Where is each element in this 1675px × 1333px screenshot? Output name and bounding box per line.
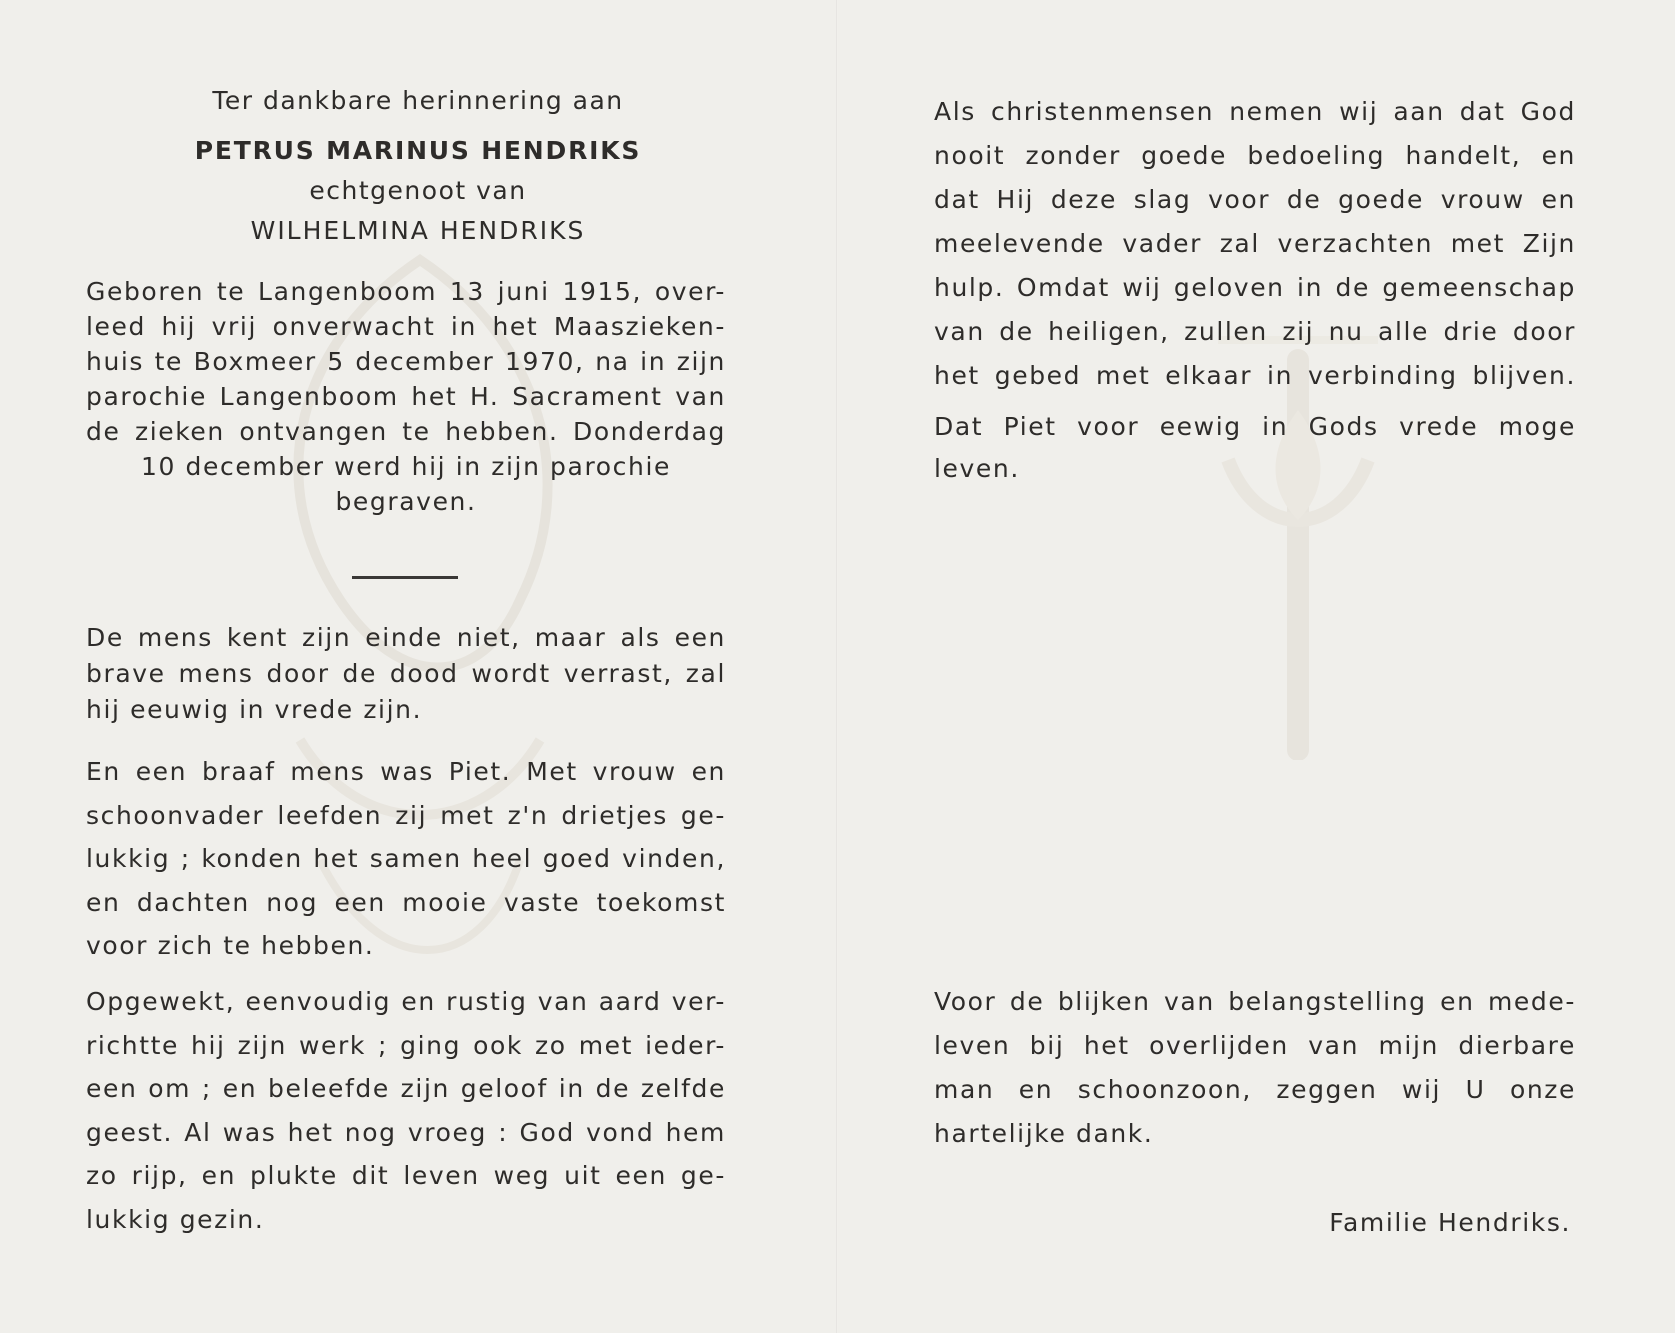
text-line: hij eeuwig in vrede zijn. xyxy=(86,695,423,724)
text-line: leven. xyxy=(934,454,1020,483)
text-line: Voor de blijken van belangstelling en mede- xyxy=(934,987,1576,1016)
text-line: schoonvader leefden zij met z'n drietjes ge- xyxy=(86,800,726,830)
text-line: Dat Piet voor eewig in Gods vrede moge xyxy=(934,412,1576,441)
intro-text: Ter dankbare herinnering aan xyxy=(212,86,624,115)
bio-line: Geboren te Langenboom 13 juni 1915, over- xyxy=(86,277,726,306)
thanks-paragraph xyxy=(934,980,1576,1156)
divider-line xyxy=(352,576,458,579)
text-line: meelevende vader zal verzachten met Zijn xyxy=(934,229,1576,258)
text-line: het gebed met elkaar in verbinding blijven. xyxy=(934,361,1576,390)
heading-block xyxy=(0,86,836,262)
text-line: lukkig gezin. xyxy=(86,1204,265,1234)
bio-line: huis te Boxmeer 5 december 1970, na in zijn xyxy=(86,347,726,376)
bio-line: de zieken ontvangen te hebben. Donderdag xyxy=(86,417,726,446)
right-paragraph-2 xyxy=(934,406,1576,490)
deceased-name: PETRUS MARINUS HENDRIKS xyxy=(194,136,642,165)
text-line: De mens kent zijn einde niet, maar als een xyxy=(86,623,726,652)
right-page xyxy=(838,0,1675,1333)
text-line: van de heiligen, zullen zij nu alle drie door xyxy=(934,317,1576,346)
relation-text: echtgenoot van xyxy=(309,176,527,205)
bio-line: leed hij vrij onverwacht in het Maaszieken- xyxy=(86,312,726,341)
text-line: hulp. Omdat wij geloven in de gemeenschap xyxy=(934,273,1576,302)
biography xyxy=(86,274,726,519)
text-line: lukkig ; konden het samen heel goed vinden, xyxy=(86,844,726,873)
text-line: Als christenmensen nemen wij aan dat God xyxy=(934,97,1576,126)
left-paragraph-1 xyxy=(86,620,726,728)
family-signature: Familie Hendriks. xyxy=(1329,1208,1571,1237)
text-line: nooit zonder goede bedoeling handelt, en xyxy=(934,141,1576,170)
text-line: hartelijke dank. xyxy=(934,1119,1154,1148)
left-paragraph-3 xyxy=(86,980,726,1241)
text-line: zo rijp, en plukte dit leven weg uit een ge- xyxy=(86,1161,726,1190)
text-line: leven bij het overlijden van mijn dierbare xyxy=(934,1031,1576,1060)
bio-line: parochie Langenboom het H. Sacrament van xyxy=(86,382,726,411)
right-paragraph-1 xyxy=(934,90,1576,398)
text-line: voor zich te hebben. xyxy=(86,931,375,960)
bio-line: 10 december werd hij in zijn parochie xyxy=(140,452,671,481)
text-line: dat Hij deze slag voor de goede vrouw en xyxy=(934,185,1576,214)
text-line: man en schoonzoon, zeggen wij U onze xyxy=(934,1075,1576,1104)
spouse-name: WILHELMINA HENDRIKS xyxy=(250,216,586,245)
text-line: geest. Al was het nog vroeg : God vond hem xyxy=(86,1117,726,1147)
text-line: brave mens door de dood wordt verrast, zal xyxy=(86,659,726,688)
text-line: En een braaf mens was Piet. Met vrouw en xyxy=(86,757,726,786)
left-paragraph-2 xyxy=(86,750,726,968)
bio-line: begraven. xyxy=(335,487,477,516)
left-page xyxy=(0,0,836,1333)
text-line: richtte hij zijn werk ; ging ook zo met ieder- xyxy=(86,1030,726,1060)
text-line: een om ; en beleefde zijn geloof in de zelfde xyxy=(86,1074,726,1103)
text-line: Opgewekt, eenvoudig en rustig van aard ver- xyxy=(86,987,726,1016)
text-line: en dachten nog een mooie vaste toekomst xyxy=(86,887,726,917)
